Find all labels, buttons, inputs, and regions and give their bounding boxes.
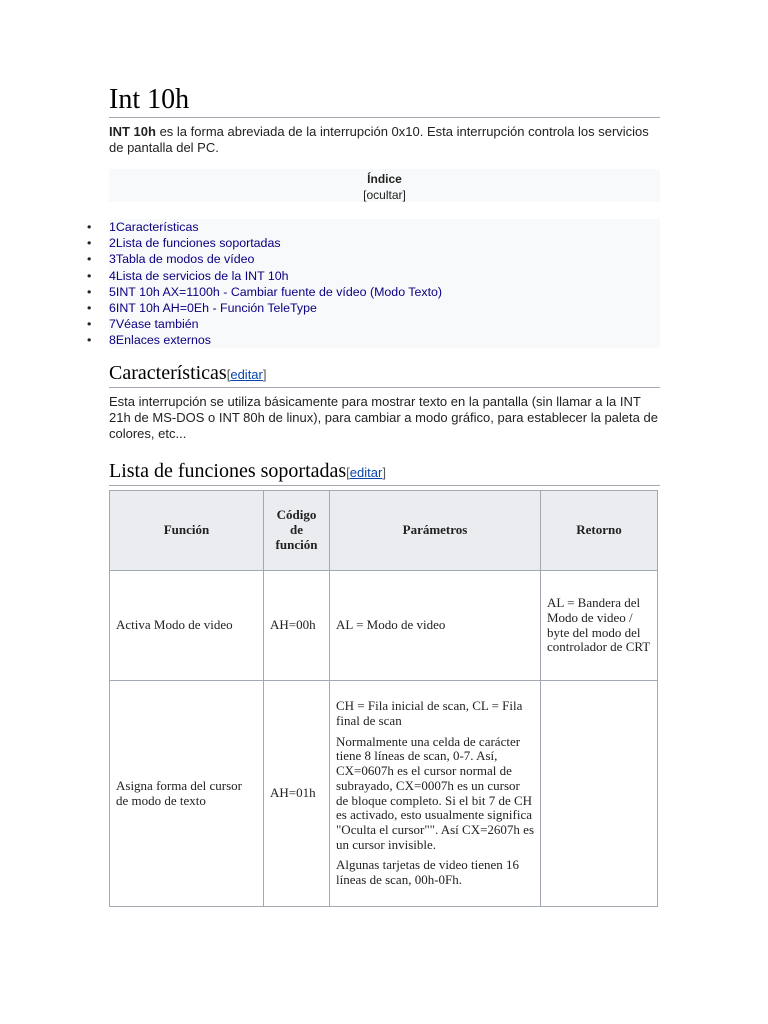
parametro-text: CH = Fila inicial de scan, CL = Fila final de scan	[336, 698, 523, 728]
edit-bracket-open: [	[346, 465, 350, 480]
bullet-icon: •	[87, 236, 92, 251]
cell-funcion: Asigna forma del cursor de modo de texto	[110, 681, 264, 907]
toc-item[interactable]	[87, 332, 442, 348]
cell-parametros	[330, 571, 541, 681]
bullet-icon: •	[87, 268, 92, 283]
intro-text: es la forma abreviada de la interrupción 0x10. Esta interrupción controla los servicios de pantalla del PC.	[109, 124, 649, 155]
bullet-icon: •	[87, 333, 92, 348]
toc-item[interactable]	[87, 300, 442, 316]
bullet-icon: •	[87, 317, 92, 332]
toc-header	[109, 169, 660, 202]
cell-funcion: Activa Modo de video	[110, 571, 264, 681]
toc-item-number: 8	[109, 333, 116, 348]
edit-section	[227, 367, 267, 382]
bullet-icon: •	[87, 252, 92, 267]
section-title: Características	[109, 362, 227, 384]
toc-title: Índice	[367, 172, 402, 186]
bullet-icon: •	[87, 301, 92, 316]
toc-item[interactable]	[87, 284, 442, 300]
section-heading-caracteristicas	[109, 361, 660, 388]
toc-item-label[interactable]: Características	[115, 220, 199, 234]
column-header-funcion: Función	[110, 491, 264, 571]
intro-paragraph	[109, 124, 660, 156]
parametro-text: Normalmente una celda de carácter tiene 8 líneas de scan, 0-7. Así, CX=0607h es el cursor normal de subrayado, CX=0007h es un cursor de bloque completo. Si el bit 7 de CH es activado, esto usualmente significa "Oculta el cursor"". Así CX=2607h es un cursor invisible.	[336, 733, 535, 852]
column-header-codigo: Código de función	[264, 491, 330, 571]
cell-parametros	[330, 681, 541, 907]
functions-table	[109, 490, 658, 907]
bullet-icon: •	[87, 220, 92, 234]
toc-item[interactable]	[87, 251, 442, 267]
edit-link[interactable]: editar	[349, 465, 383, 480]
toc-item-number: 7	[109, 317, 116, 332]
article	[87, 84, 660, 907]
toc-list	[87, 219, 442, 349]
caracteristicas-paragraph: Esta interrupción se utiliza básicamente para mostrar texto en la pantalla (sin llamar a la INT 21h de MS-DOS o INT 80h de linux), para cambiar a modo gráfico, para establecer la paleta de colores, etc...	[109, 394, 658, 441]
toc-item-number: 4	[109, 268, 116, 283]
toc-item-number: 1	[109, 220, 116, 234]
column-header-retorno: Retorno	[541, 491, 658, 571]
toc-item-label[interactable]: Lista de funciones soportadas	[115, 236, 281, 251]
toc-item-label[interactable]: Tabla de modos de vídeo	[115, 252, 255, 267]
cell-retorno: AL = Bandera del Modo de video / byte del modo del controlador de CRT	[541, 571, 658, 681]
toc-item-number: 3	[109, 252, 116, 267]
column-header-parametros: Parámetros	[330, 491, 541, 571]
section-heading-funciones	[109, 459, 660, 486]
toc-item[interactable]	[87, 316, 442, 332]
table-row	[110, 681, 658, 907]
edit-section	[346, 465, 386, 480]
toc-item-label[interactable]: INT 10h AX=1100h - Cambiar fuente de vídeo (Modo Texto)	[115, 284, 443, 299]
cell-codigo: AH=01h	[264, 681, 330, 907]
cell-retorno	[541, 681, 658, 907]
toc-item-label[interactable]: INT 10h AH=0Eh - Función TeleType	[115, 301, 317, 316]
edit-link[interactable]: editar	[230, 367, 263, 382]
toc-hide-toggle[interactable]: [ocultar]	[363, 188, 406, 202]
bullet-icon: •	[87, 284, 92, 299]
table-row	[110, 571, 658, 681]
cell-codigo: AH=00h	[264, 571, 330, 681]
toc-item[interactable]	[87, 219, 442, 235]
toc-item[interactable]	[87, 235, 442, 251]
toc-item-number: 6	[109, 301, 116, 316]
toc-list-box	[87, 219, 660, 348]
toc-item-label[interactable]: Véase también	[115, 317, 199, 332]
edit-bracket-close: ]	[262, 367, 267, 382]
intro-bold-term: INT 10h	[109, 124, 156, 139]
parametro-text: Algunas tarjetas de video tienen 16 líneas de scan, 00h-0Fh.	[336, 857, 520, 888]
edit-bracket-close: ]	[382, 465, 386, 480]
page-title: Int 10h	[109, 84, 660, 118]
toc-item-number: 5	[109, 284, 116, 299]
parametro-text: AL = Modo de video	[336, 617, 446, 633]
table-header-row	[110, 491, 658, 571]
toc-item[interactable]	[87, 268, 442, 284]
edit-bracket-open: [	[226, 367, 231, 382]
toc-item-label[interactable]: Lista de servicios de la INT 10h	[115, 268, 289, 283]
toc-item-label[interactable]: Enlaces externos	[115, 333, 211, 348]
section-title: Lista de funciones soportadas	[109, 460, 347, 482]
toc-item-number: 2	[109, 236, 116, 251]
